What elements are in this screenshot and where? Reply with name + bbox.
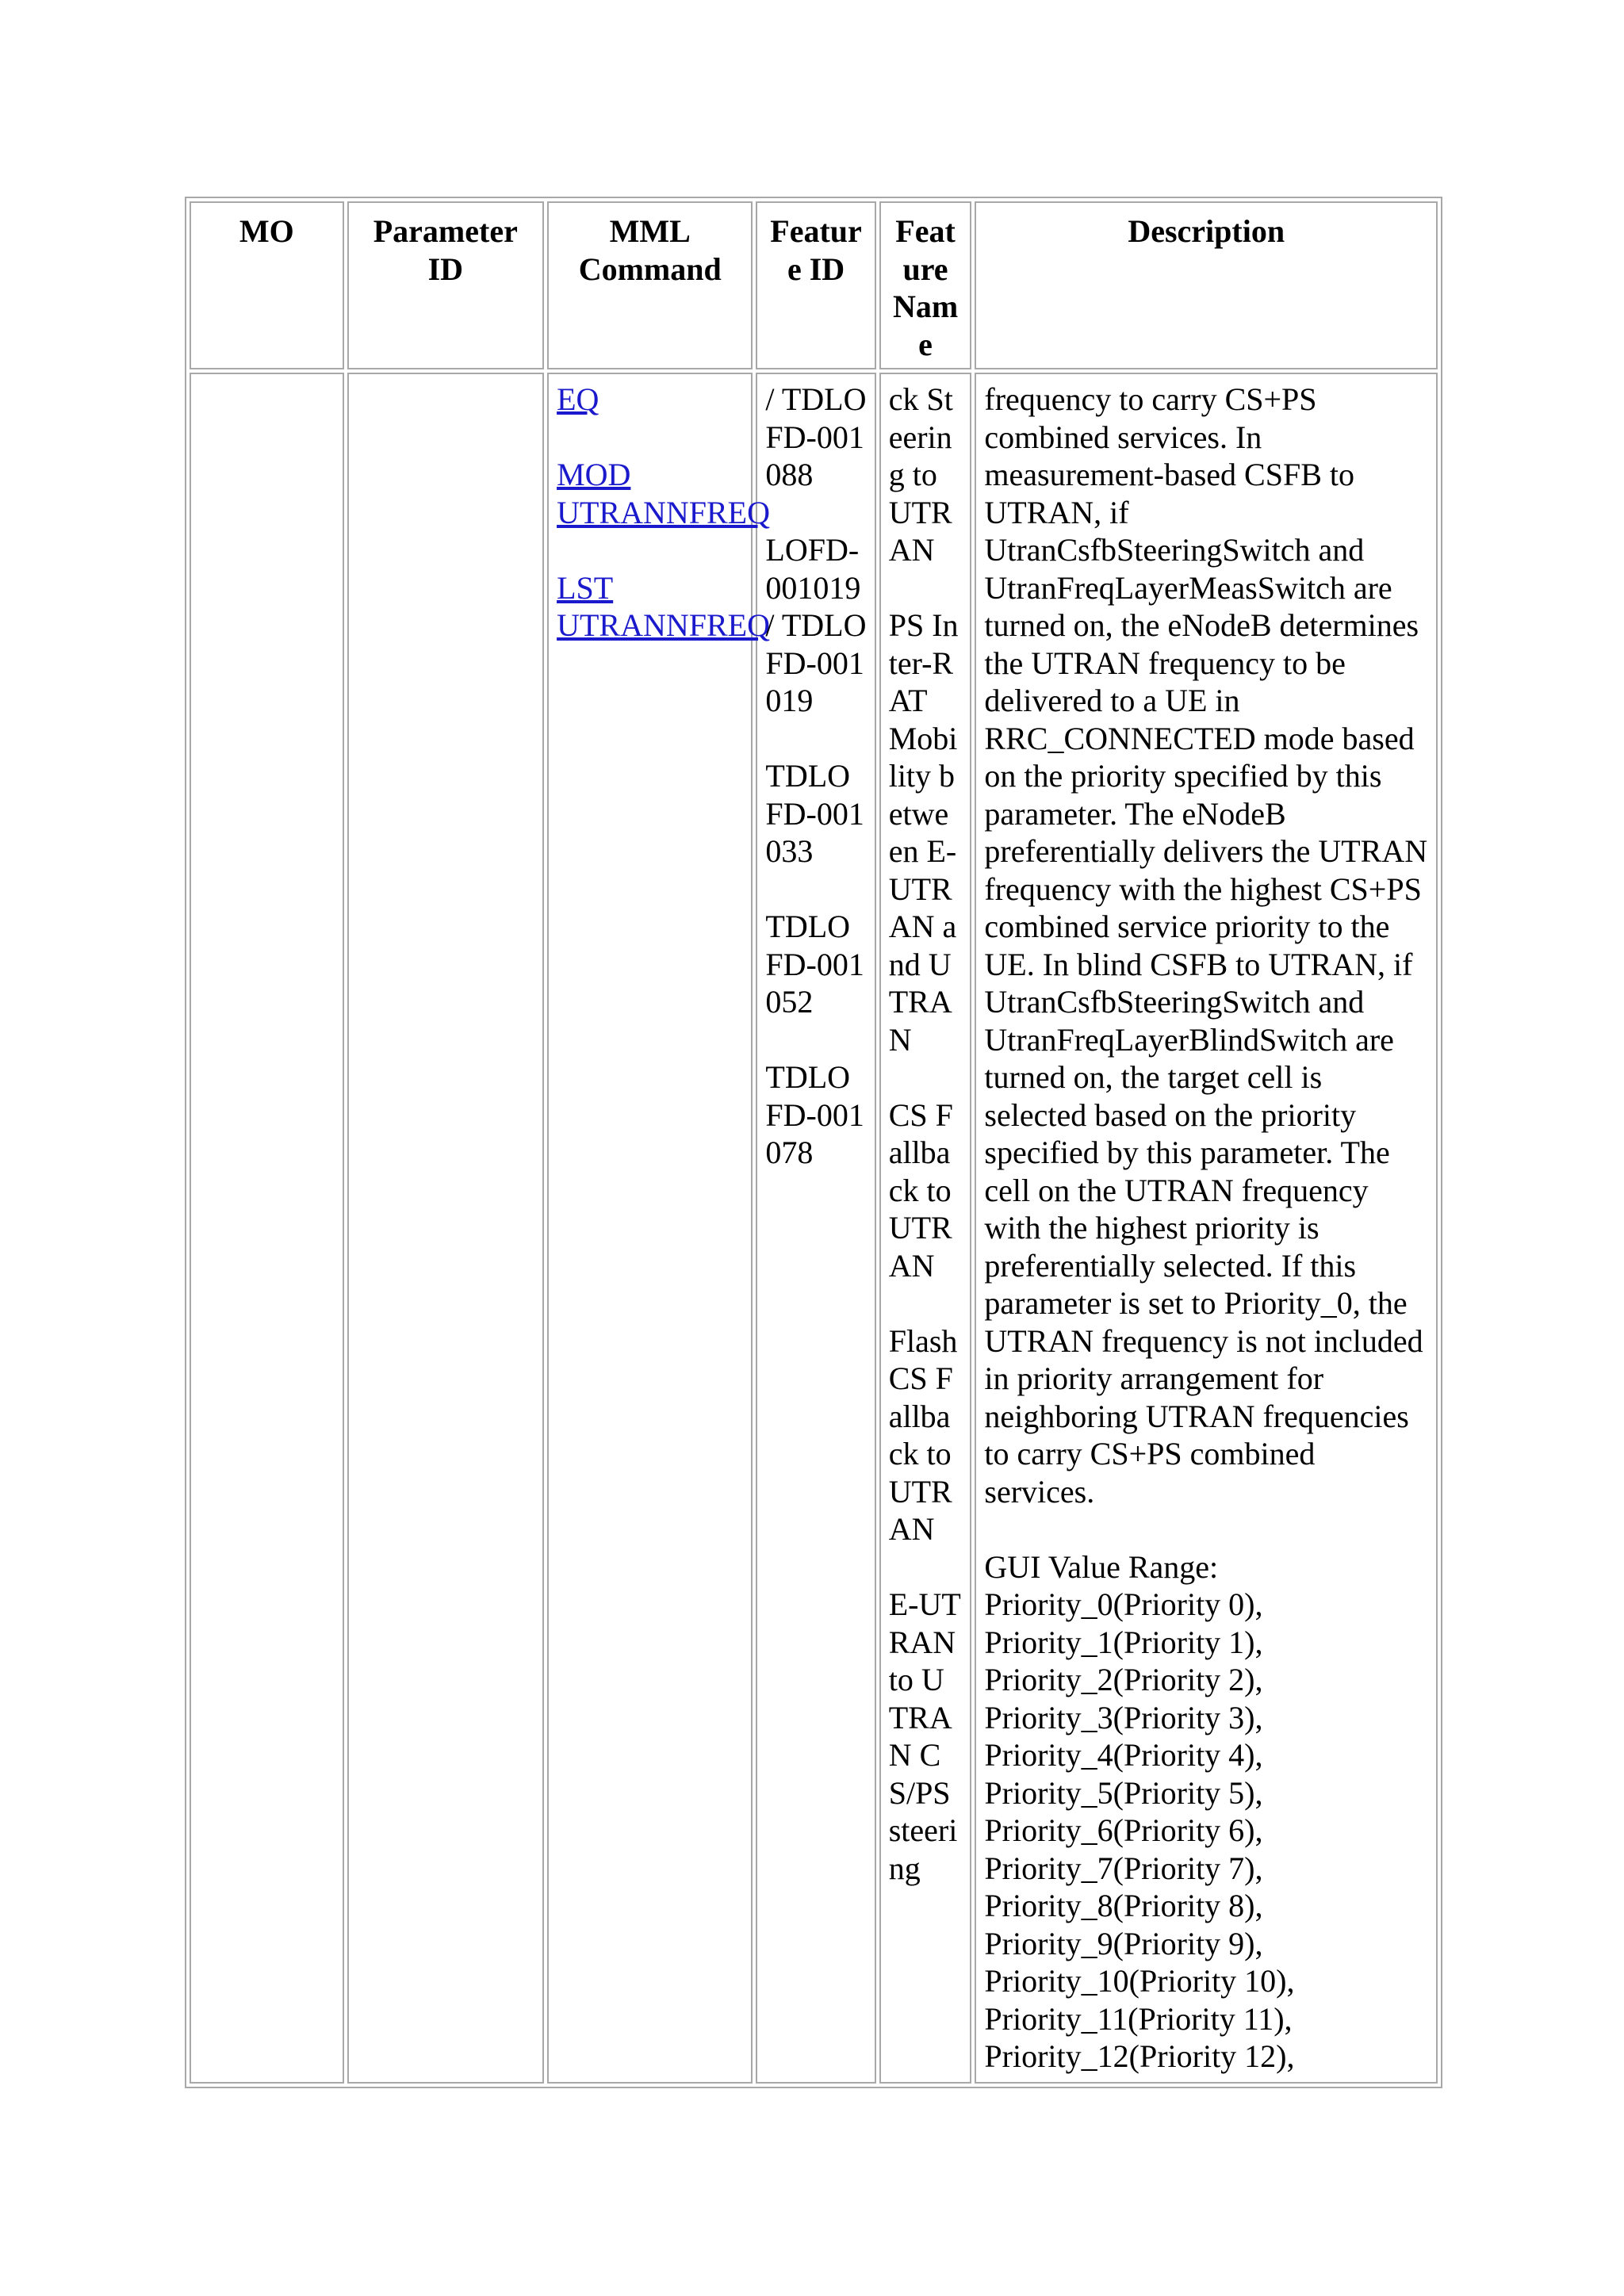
value-range-item: Priority_9(Priority 9),	[984, 1925, 1263, 1961]
value-range-item: Priority_0(Priority 0),	[984, 1586, 1263, 1622]
feature-name-item: PS Inter-RAT Mobility between E-UTRAN and UTRAN	[888, 607, 959, 1058]
header-feature-id: Feature ID	[756, 201, 875, 369]
cell-feature-name	[879, 373, 972, 2084]
table-row	[190, 373, 1438, 2084]
value-range-item: Priority_10(Priority 10),	[984, 1963, 1295, 1999]
header-row	[190, 201, 1438, 369]
parameter-table	[185, 197, 1442, 2088]
value-range-item: Priority_1(Priority 1),	[984, 1624, 1263, 1660]
value-range-item: Priority_2(Priority 2),	[984, 1662, 1263, 1697]
header-description: Description	[975, 201, 1438, 369]
cell-description	[975, 373, 1438, 2084]
value-range-item: Priority_3(Priority 3),	[984, 1699, 1263, 1735]
feature-id-item: / TDLOFD-001088	[765, 381, 867, 492]
mml-link-eq[interactable]: EQ	[557, 381, 599, 417]
description-paragraph: frequency to carry CS+PS combined services. In measurement-based CSFB to UTRAN, if UtranCsfbSteeringSwitch and UtranFreqLayerMeasSwitch are turned on, the eNodeB determines the UTRAN frequency to be delivered to a UE in RRC_CONNECTED mode based on the priority specified by this parameter. The eNodeB preferentially delivers the UTRAN frequency with the highest CS+PS combined service priority to the UE. In blind CSFB to UTRAN, if UtranCsfbSteeringSwitch and UtranFreqLayerBlindSwitch are turned on, the target cell is selected based on the priority specified by this parameter. The cell on the UTRAN frequency with the highest priority is preferentially selected. If this parameter is set to Priority_0, the UTRAN frequency is not included in priority arrangement for neighboring UTRAN frequencies to carry CS+PS combined services.	[984, 381, 1428, 1510]
feature-id-item: TDLOFD-001052	[765, 909, 864, 1020]
value-range-label: GUI Value Range:	[984, 1548, 1219, 1585]
cell-parameter-id	[347, 373, 545, 2084]
mml-link-lst-utrannfreq[interactable]: LST UTRANNFREQ	[557, 569, 770, 643]
value-range-item: Priority_5(Priority 5),	[984, 1774, 1263, 1811]
feature-id-item: LOFD-001019 / TDLOFD-001019	[765, 532, 867, 718]
header-feature-name: Feature Name	[879, 201, 972, 369]
feature-name-item: E-UTRAN to UTRAN CS/PS steering	[888, 1586, 961, 1886]
value-range-item: Priority_11(Priority 11),	[984, 2000, 1293, 2037]
value-range-item: Priority_4(Priority 4),	[984, 1737, 1263, 1773]
feature-name-item: CS Fallback to UTRAN	[888, 1096, 953, 1284]
header-mml-command: MML Command	[547, 201, 753, 369]
cell-mml-command	[547, 373, 770, 2084]
feature-id-item: TDLOFD-001033	[765, 758, 864, 869]
feature-name-item: ck Steering to UTRAN	[888, 381, 953, 568]
feature-name-item: Flash CS Fallback to UTRAN	[888, 1322, 958, 1547]
value-range-item: Priority_6(Priority 6),	[984, 1812, 1263, 1848]
cell-mo	[190, 373, 344, 2084]
value-range-item: Priority_8(Priority 8),	[984, 1888, 1263, 1923]
header-mo: MO	[190, 201, 344, 369]
feature-id-item: TDLOFD-001078	[765, 1059, 864, 1170]
header-parameter-id: Parameter ID	[347, 201, 545, 369]
value-range-item: Priority_7(Priority 7),	[984, 1850, 1263, 1886]
value-range-item: Priority_12(Priority 12),	[984, 2038, 1295, 2074]
mml-link-mod-utrannfreq[interactable]: MOD UTRANNFREQ	[557, 457, 770, 530]
cell-feature-id	[756, 373, 875, 2084]
